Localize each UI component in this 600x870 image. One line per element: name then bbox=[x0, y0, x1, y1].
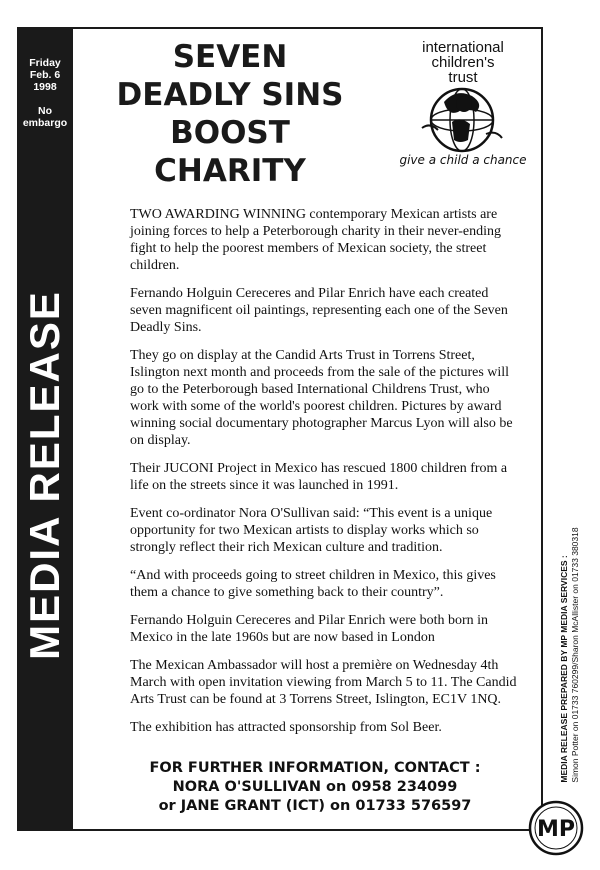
body-paragraph: The Mexican Ambassador will host a première on Wednesday 4th March with open invitation viewing from March 5 to 11. The Candid Arts Trust can be found at 3 Torrens Street, Islington, EC1V 1NQ. bbox=[130, 658, 517, 707]
body-paragraph: They go on display at the Candid Arts Trust in Torrens Street, Islington next month and proceeds from the sale of the pictures will go to the Peterborough based International Childrens Trust, who work with some of the world's poorest children. Pictures by award winning social documentary photographer Marcus Lyon will also be on display. bbox=[130, 348, 513, 448]
release-body bbox=[130, 206, 518, 747]
date-month: Feb. 6 bbox=[29, 69, 61, 81]
headline-line-3: BOOST bbox=[170, 115, 290, 151]
media-release-title: MEDIA RELEASE bbox=[21, 290, 68, 660]
mp-logo-text: MP bbox=[536, 817, 576, 842]
ict-logo bbox=[388, 40, 538, 180]
credit-line-2: Simon Potter on 01733 760299/Sharon McAllister on 01733 380318 bbox=[570, 527, 580, 783]
body-paragraph: TWO AWARDING WINNING contemporary Mexican artists are joining forces to help a Peterborough charity in their never-ending fight to help the poorest members of Mexican society, the street children. bbox=[130, 207, 501, 273]
body-paragraph: “And with proceeds going to street children in Mexico, this gives them a chance to give something back to their country”. bbox=[130, 568, 496, 600]
body-paragraph: Event co-ordinator Nora O'Sullivan said: “This event is a unique opportunity for two Mexican artists to display works which so strongly reflect their rich Mexican culture and tradition. bbox=[130, 506, 493, 555]
embargo-line-1: No bbox=[38, 105, 52, 117]
media-services-credit bbox=[559, 527, 581, 782]
ict-logo-line-3: trust bbox=[448, 69, 478, 86]
ict-logo-line-1: international bbox=[422, 39, 504, 56]
date-day: Friday bbox=[29, 57, 61, 69]
body-paragraph: Fernando Holguin Cereceres and Pilar Enrich were both born in Mexico in the late 1960s but are now based in London bbox=[130, 613, 489, 645]
contact-line-nora: NORA O'SULLIVAN on 0958 234099 bbox=[172, 779, 458, 795]
mp-media-logo-icon bbox=[528, 800, 584, 856]
globe-child-icon bbox=[414, 82, 510, 154]
body-paragraph: The exhibition has attracted sponsorship from Sol Beer. bbox=[130, 720, 442, 735]
headline-line-4: CHARITY bbox=[154, 153, 306, 189]
contact-heading: FOR FURTHER INFORMATION, CONTACT : bbox=[149, 760, 481, 776]
ict-tagline: give a child a chance bbox=[399, 153, 527, 167]
ict-logo-line-2: children's bbox=[431, 54, 495, 71]
date-block bbox=[17, 57, 73, 129]
credit-line-1: MEDIA RELEASE PREPARED BY MP MEDIA SERVICES : bbox=[559, 555, 569, 783]
embargo-line-2: embargo bbox=[22, 117, 68, 129]
body-paragraph: Fernando Holguin Cereceres and Pilar Enrich have each created seven magnificent oil paintings, representing each one of the Seven Deadly Sins. bbox=[130, 286, 508, 335]
headline bbox=[95, 38, 365, 190]
contact-block bbox=[95, 759, 535, 816]
date-year: 1998 bbox=[33, 81, 57, 93]
headline-line-2: DEADLY SINS bbox=[116, 77, 344, 113]
contact-line-jane: or JANE GRANT (ICT) on 01733 576597 bbox=[158, 798, 472, 814]
ict-logo-text bbox=[388, 40, 538, 85]
media-release-sidebar bbox=[17, 27, 73, 831]
headline-line-1: SEVEN bbox=[172, 39, 288, 75]
body-paragraph: Their JUCONI Project in Mexico has rescued 1800 children from a life on the streets since it was launched in 1991. bbox=[130, 461, 508, 493]
